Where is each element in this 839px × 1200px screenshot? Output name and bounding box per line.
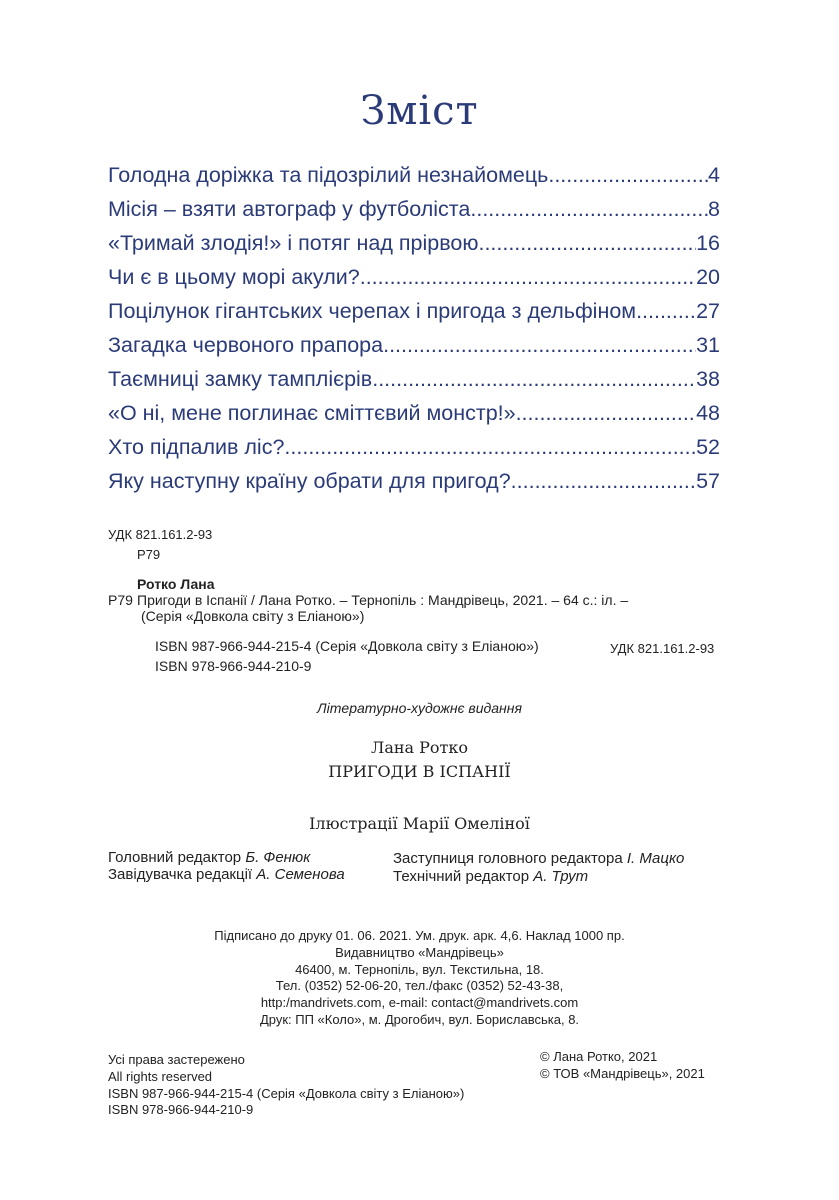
toc-entry-title: Загадка червоного прапора bbox=[108, 333, 384, 357]
toc-entry bbox=[108, 265, 720, 299]
toc-entry-page: 16 bbox=[696, 231, 720, 255]
isbn-book: ISBN 978-966-944-210-9 bbox=[155, 658, 312, 674]
tech-label: Технічний редактор bbox=[393, 868, 530, 885]
udk-right: УДК 821.161.2-93 bbox=[610, 641, 715, 656]
toc-entry-page: 57 bbox=[696, 469, 720, 493]
author-sign: Р79 bbox=[137, 547, 161, 562]
tech-name: А. Трут bbox=[533, 868, 589, 885]
entry-series: (Серія «Довкола світу з Еліаною») bbox=[141, 608, 365, 624]
toc-entry-page: 8 bbox=[708, 197, 720, 221]
tech-editor bbox=[393, 868, 588, 885]
rights-3: ISBN 978-966-944-210-9 bbox=[108, 1102, 254, 1117]
toc-leader-dots bbox=[470, 197, 708, 222]
book-author: Лана Ротко bbox=[370, 738, 469, 757]
toc-entry-title: Таємниці замку тамплієрів bbox=[108, 367, 373, 391]
imprint-line: Видавництво «Мандрівець» bbox=[335, 944, 504, 960]
deputy-name: І. Мацко bbox=[626, 850, 685, 867]
rights-0: Усі права застережено bbox=[108, 1052, 245, 1067]
illustrations-credit: Ілюстрації Марії Омеліної bbox=[309, 814, 530, 833]
toc-entry bbox=[108, 299, 720, 333]
copyright-author: © Лана Ротко, 2021 bbox=[540, 1049, 658, 1064]
toc-entry-title: Хто підпалив ліс? bbox=[108, 435, 285, 459]
toc-leader-dots bbox=[478, 231, 696, 256]
rights-1: All rights reserved bbox=[108, 1069, 213, 1084]
toc-entry bbox=[108, 435, 720, 469]
table-of-contents bbox=[108, 163, 720, 503]
chief-editor-name: Б. Фенюк bbox=[245, 849, 311, 866]
author-heading: Ротко Лана bbox=[137, 576, 215, 592]
toc-entry-page: 38 bbox=[696, 367, 720, 391]
udk-code: УДК 821.161.2-93 bbox=[108, 527, 213, 542]
toc-entry-page: 52 bbox=[696, 435, 720, 459]
toc-leader-dots bbox=[372, 367, 696, 392]
imprint-line: http:/mandrivets.com, e-mail: contact@mandrivets.com bbox=[260, 995, 579, 1011]
toc-entry-title: Місія – взяти автограф у футболіста bbox=[108, 197, 471, 221]
copyright-publisher: © ТОВ «Мандрівець», 2021 bbox=[540, 1066, 705, 1081]
chief-editor bbox=[108, 849, 310, 866]
toc-leader-dots bbox=[383, 333, 696, 358]
chief-editor-label: Головний редактор bbox=[108, 849, 242, 866]
imprint-line: Друк: ПП «Коло», м. Дрогобич, вул. Бориславська, 8. bbox=[259, 1012, 580, 1027]
toc-entry-page: 48 bbox=[696, 401, 720, 425]
toc-entry-title: Чи є в цьому морі акули? bbox=[108, 265, 360, 289]
head-of-editorial bbox=[108, 866, 345, 883]
toc-entry bbox=[108, 197, 720, 231]
toc-entry bbox=[108, 163, 720, 197]
entry-line: Пригоди в Іспанії / Лана Ротко. – Тернопіль : Мандрівець, 2021. – 64 с.: іл. – bbox=[137, 592, 629, 608]
toc-entry bbox=[108, 367, 720, 401]
toc-entry-page: 31 bbox=[696, 333, 720, 357]
toc-entry-title: «Тримай злодія!» і потяг над прірвою bbox=[108, 231, 479, 255]
toc-leader-dots bbox=[636, 299, 696, 324]
book-title: ПРИГОДИ В ІСПАНІЇ bbox=[328, 762, 511, 781]
page-title: Зміст bbox=[360, 88, 479, 134]
isbn-series: ISBN 987-966-944-215-4 (Серія «Довкола світу з Еліаною») bbox=[155, 638, 539, 654]
rights-2: ISBN 987-966-944-215-4 (Серія «Довкола світу з Еліаною») bbox=[108, 1086, 465, 1101]
toc-entry-page: 20 bbox=[696, 265, 720, 289]
toc-entry-title: Голодна доріжка та підозрілий незнайомець bbox=[108, 163, 549, 187]
toc-leader-dots bbox=[548, 163, 708, 188]
toc-entry bbox=[108, 333, 720, 367]
edition-type: Літературно-художнє видання bbox=[317, 700, 522, 716]
toc-entry-title: «О ні, мене поглинає сміттєвий монстр!» bbox=[108, 401, 516, 425]
entry-code: Р79 bbox=[108, 592, 133, 608]
deputy-label: Заступниця головного редактора bbox=[393, 850, 623, 867]
toc-leader-dots bbox=[360, 265, 696, 290]
head-name: А. Семенова bbox=[256, 866, 345, 883]
toc-entry-page: 4 bbox=[708, 163, 720, 187]
toc-entry-title: Яку наступну країну обрати для пригод? bbox=[108, 469, 511, 493]
toc-leader-dots bbox=[284, 435, 696, 460]
toc-entry-title: Поцілунок гігантських черепах і пригода з дельфіном bbox=[108, 299, 637, 323]
toc-leader-dots bbox=[516, 401, 697, 426]
imprint-line: Підписано до друку 01. 06. 2021. Ум. друк. арк. 4,6. Наклад 1000 пр. bbox=[214, 928, 625, 943]
toc-entry bbox=[108, 231, 720, 265]
toc-entry-page: 27 bbox=[696, 299, 720, 323]
deputy-editor bbox=[393, 850, 684, 867]
toc-entry bbox=[108, 401, 720, 435]
head-label: Завідувачка редакції bbox=[108, 866, 253, 883]
toc-entry bbox=[108, 469, 720, 503]
imprint-line: 46400, м. Тернопіль, вул. Текстильна, 18. bbox=[295, 961, 544, 977]
toc-leader-dots bbox=[511, 469, 696, 494]
imprint-line: Тел. (0352) 52-06-20, тел./факс (0352) 52-43-38, bbox=[275, 978, 564, 994]
